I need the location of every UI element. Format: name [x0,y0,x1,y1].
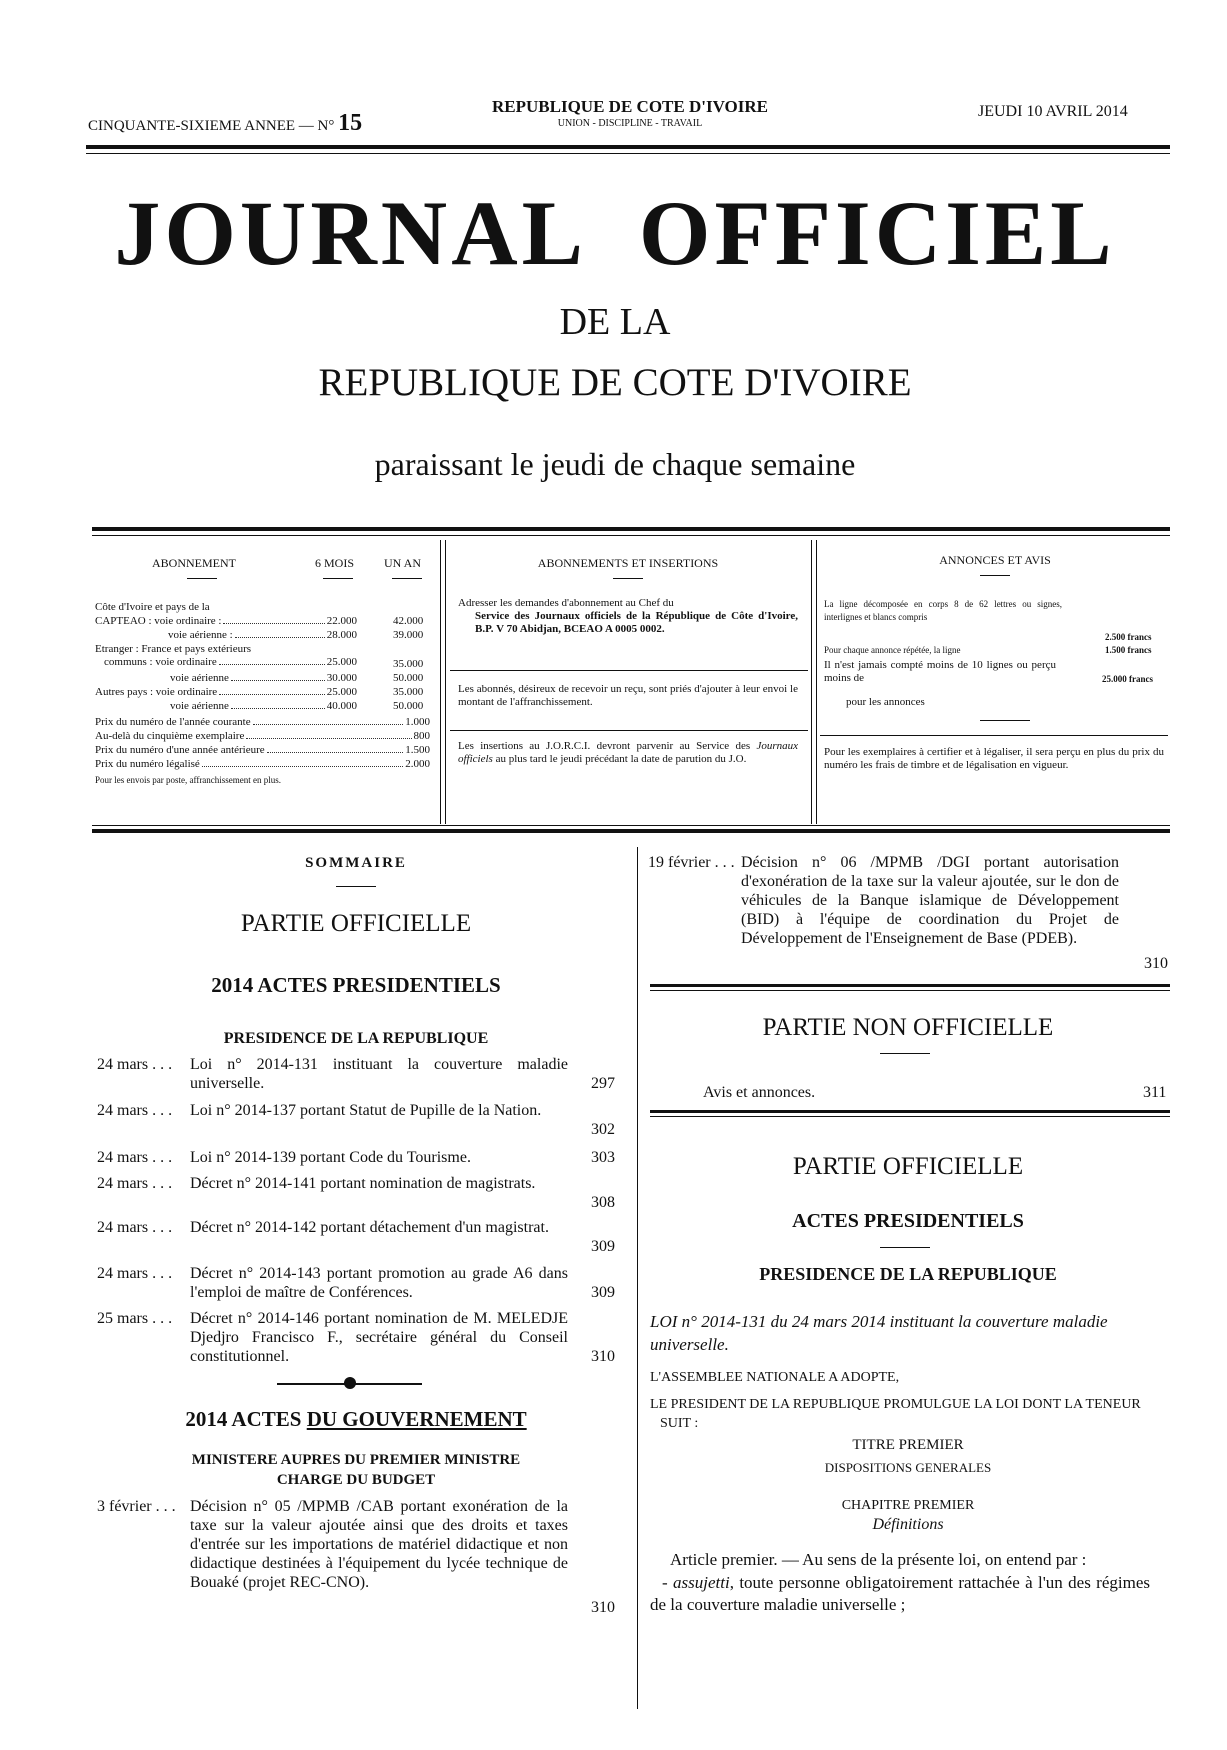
divider [980,720,1030,721]
section-rule-thin [650,1116,1170,1117]
toc-text: Décret n° 2014-146 portant nomination de M. MELEDJE Djedjro Francisco F., secrétaire général du Conseil constitutionnel. [190,1310,568,1365]
toc-entry[interactable] [97,1264,615,1304]
sub-row [170,672,357,685]
assemblee-adopte: L'ASSEMBLEE NATIONALE A ADOPTE, [650,1370,900,1385]
divider [336,886,376,887]
actes-gouv-label-a: 2014 ACTES [185,1407,302,1431]
toc-entry[interactable] [97,1309,615,1369]
journal-title: JOURNAL OFFICIEL [114,182,1116,284]
sub-row-6m: 40.000 [326,700,357,712]
sub-row [104,656,357,669]
definition-text: , toute personne obligatoirement rattachée à l'un des régimes de la couverture maladie universelle ; [650,1573,1150,1614]
infobox-top-rule-thin [92,535,1170,536]
infobox-bottom-rule [92,829,1170,833]
toc-entry[interactable] [97,1218,615,1258]
col-divider-2a [811,540,812,824]
actes-presidentiels-heading: 2014 ACTES PRESIDENTIELS [211,973,501,997]
toc-page: 308 [591,1194,615,1211]
annonce-line-4: Pour les exemplaires à certifier et à légaliser, il sera perçu en plus du prix du numéro les frais de timbre et de légalisation en vigueur. [824,746,1164,771]
loi-title-text: LOI n° 2014-131 du 24 mars 2014 instituant la couverture maladie universelle. [650,1312,1108,1354]
title-republic: REPUBLIQUE DE COTE D'IVOIRE [318,361,912,404]
region-label: Côte d'Ivoire et pays de la [95,601,210,613]
sub-row [95,615,357,628]
avis-annonces[interactable]: Avis et annonces. [703,1084,816,1101]
toc-date: 3 février . . . [97,1498,176,1515]
toc-page: 297 [591,1075,615,1092]
sub-row-an: 42.000 [393,615,424,627]
toc-date: 19 février . . . [648,854,735,871]
header-6mois: 6 MOIS [315,556,355,570]
header-underline [613,578,643,579]
article-premier: Article premier. — Au sens de la présente loi, on entend par : [670,1550,1087,1569]
body-partie-heading: PARTIE OFFICIELLE [792,1153,1024,1180]
annonce-line-1: La ligne décomposée en corps 8 de 62 lettres ou signes, interlignes et blancs compris [824,599,1062,622]
insertions-p3 [458,740,798,766]
ministere-heading [92,1450,620,1490]
definitions-heading: Définitions [872,1516,944,1533]
sommaire-title: SOMMAIRE [305,855,407,871]
sub-row [168,629,357,642]
postage-note: Pour les envois par poste, affranchissement en plus. [95,775,282,785]
sub-row-an: 50.000 [393,672,424,684]
sub-row-an: 50.000 [393,700,424,712]
republic-header: REPUBLIQUE DE COTE D'IVOIRE [492,97,768,116]
title-de-la: DE LA [559,301,671,343]
issue-line [88,110,362,137]
sub-row-label: communs : voie ordinaire [104,656,217,668]
partie-non-officielle-heading: PARTIE NON OFFICIELLE [762,1014,1054,1041]
chapitre-premier: CHAPITRE PREMIER [841,1498,975,1513]
titre-premier: TITRE PREMIER [852,1437,964,1453]
toc-date: 24 mars . . . [97,1056,173,1073]
sub-row-6m: 25.000 [326,686,357,698]
annonce-line-3b: pour les annonces [846,696,925,708]
col-divider-1b [445,540,446,824]
header-unan: UN AN [384,556,422,570]
president-promulgue: LE PRESIDENT DE LA REPUBLIQUE PROMULGUE LA LOI DONT LA TENEUR SUIT : [650,1397,1141,1431]
infobox-bottom-rule-thin [92,825,1170,826]
toc-text: Décret n° 2014-141 portant nomination de magistrats. [190,1175,536,1192]
insertions-p3b: Journaux officiels [458,740,798,765]
header-underline [392,578,422,579]
avis-page: 311 [1143,1084,1167,1101]
insertions-p1 [458,597,798,636]
section-rule-thin [650,990,1170,991]
sub-row-an: 35.000 [393,658,424,670]
annonce-value-1: 2.500 francs [1105,632,1152,642]
annonces-header: ANNONCES ET AVIS [939,553,1051,567]
actes-gouvernement-heading [92,1407,620,1432]
divider [880,1247,930,1248]
definition-assujetti: - assujetti, toute personne obligatoirement rattachée à l'un des régimes de la couverture maladie universelle ; [650,1573,1150,1614]
price-label: Prix du numéro de l'année courante [95,716,251,728]
sub-row-label: voie aérienne : [168,629,233,641]
divider [450,670,808,671]
toc-entry[interactable] [97,1174,615,1214]
toc-text: Décret n° 2014-142 portant détachement d'un magistrat. [190,1219,549,1236]
toc-entry[interactable] [97,1148,615,1168]
toc-page: 309 [591,1284,615,1301]
sub-row [95,686,357,699]
price-label: Au-delà du cinquième exemplaire [95,730,245,742]
toc-page: 310 [1144,955,1168,972]
ornament-dot [344,1377,356,1389]
price-label: Prix du numéro légalisé [95,758,200,770]
header-underline [323,578,353,579]
toc-entry[interactable] [97,1101,615,1141]
toc-page: 303 [591,1149,615,1166]
toc-page: 310 [591,1599,615,1616]
toc-date: 24 mars . . . [97,1219,173,1236]
annonce-value-2: 1.500 francs [1105,645,1152,655]
toc-date: 24 mars . . . [97,1102,173,1119]
sub-row-6m: 22.000 [326,615,357,627]
col-divider-1a [440,540,441,824]
dispositions-generales: DISPOSITIONS GENERALES [824,1460,992,1475]
annonce-value-3: 25.000 francs [1102,674,1153,684]
sub-row-6m: 30.000 [326,672,357,684]
price-row [95,758,430,771]
price-row [95,716,430,729]
divider [880,1053,930,1054]
price-label: Prix du numéro d'une année antérieure [95,744,265,756]
toc-text: Décision n° 05 /MPMB /CAB portant exonération de la taxe sur la valeur ajoutée ainsi que des droits et taxes d'entrée sur les importations de matériel didactique et non didactique destinées à l'équipement du lycée technique de Bouaké (projet REC-CNO). [190,1498,568,1591]
partie-officielle-heading: PARTIE OFFICIELLE [240,910,472,937]
toc-text: Loi n° 2014-137 portant Statut de Pupille de la Nation. [190,1102,542,1119]
sub-row-label: voie aérienne [170,672,229,684]
price-row [95,730,430,743]
col-divider-2b [816,540,817,824]
sub-row-label: Autres pays : voie ordinaire [95,686,218,698]
toc-page: 310 [591,1348,615,1365]
toc-page: 309 [591,1238,615,1255]
toc-date: 25 mars . . . [97,1310,173,1327]
issue-label: CINQUANTE-SIXIEME ANNEE — N° [88,118,335,134]
divider [820,735,1168,736]
sub-row-an: 35.000 [393,686,424,698]
column-divider [637,847,638,1709]
loi-title [650,1310,1170,1356]
toc-entry[interactable] [97,1497,615,1617]
actes-gouv-label-b: DU GOUVERNEMENT [306,1407,527,1431]
masthead-rule-thick [86,145,1170,149]
ministere-line-1: MINISTERE AUPRES DU PREMIER MINISTRE [191,1452,521,1468]
issue-date: JEUDI 10 AVRIL 2014 [978,103,1128,120]
annonce-line-2: Pour chaque annonce répétée, la ligne [824,645,961,655]
insertions-p3a: Les insertions au J.O.R.C.I. devront parvenir au Service des [458,740,751,752]
toc-entry[interactable] [97,1055,615,1095]
toc-date: 24 mars . . . [97,1175,173,1192]
region-label: Etranger : France et pays extérieurs [95,643,252,655]
toc-date: 24 mars . . . [97,1265,173,1282]
body-actes-heading: ACTES PRESIDENTIELS [792,1210,1024,1232]
motto: UNION - DISCIPLINE - TRAVAIL [557,118,703,129]
definition-term: assujetti [673,1573,730,1592]
issue-number: 15 [338,110,363,136]
sub-row-6m: 28.000 [326,629,357,641]
price-value: 1.500 [405,744,430,756]
insertions-header: ABONNEMENTS ET INSERTIONS [537,556,719,570]
toc-page: 302 [591,1121,615,1138]
sub-row [170,700,357,713]
toc-text: Décret n° 2014-143 portant promotion au grade A6 dans l'emploi de maître de Conférences. [190,1265,568,1301]
header-underline [980,575,1010,576]
price-row [95,744,430,757]
sub-row-6m: 25.000 [326,656,357,668]
infobox-top-rule [92,527,1170,531]
toc-text: Loi n° 2014-131 instituant la couverture maladie universelle. [190,1056,568,1092]
presidence-heading: PRESIDENCE DE LA REPUBLIQUE [223,1030,489,1047]
insertions-p3c: au plus tard le jeudi précédant la date de parution du J.O. [495,753,747,765]
sub-row-label: CAPTEAO : voie ordinaire : [95,615,222,627]
toc-text: Loi n° 2014-139 portant Code du Tourisme. [190,1149,471,1166]
masthead-rule-thin [86,153,1170,154]
toc-date: 24 mars . . . [97,1149,173,1166]
ministere-line-2: CHARGE DU BUDGET [276,1472,436,1488]
toc-entry[interactable] [648,853,1168,973]
insertions-p2: Les abonnés, désireux de recevoir un reçu, sont priés d'ajouter à leur envoi le montant de l'affranchissement. [458,683,798,708]
price-value: 800 [413,730,430,742]
price-value: 2.000 [405,758,430,770]
header-underline [187,578,217,579]
toc-text: Décision n° 06 /MPMB /DGI portant autorisation d'exonération de la taxe sur la valeur ajoutée, sur le don de véhicules de la Banque islamique de Développement (BID) à l'équipe de coordination du Projet de Développement de l'Enseignement de Base (PDEB). [741,854,1119,947]
annonce-line-3: Il n'est jamais compté moins de 10 lignes ou perçu moins de [824,659,1056,684]
body-presidence-heading: PRESIDENCE DE LA REPUBLIQUE [759,1264,1057,1284]
header-abonnement: ABONNEMENT [152,556,236,570]
sub-row-label: voie aérienne [170,700,229,712]
divider [450,730,808,731]
sub-row-an: 39.000 [393,629,424,641]
tagline: paraissant le jeudi de chaque semaine [374,446,856,482]
insertions-p1a: Adresser les demandes d'abonnement au Chef du [458,597,674,609]
insertions-p1b: Service des Journaux officiels de la République de Côte d'Ivoire, B.P. V 70 Abidjan, BCEAO A 0005 0002. [475,610,798,635]
section-rule [650,984,1170,987]
price-value: 1.000 [405,716,430,728]
section-rule [650,1110,1170,1113]
